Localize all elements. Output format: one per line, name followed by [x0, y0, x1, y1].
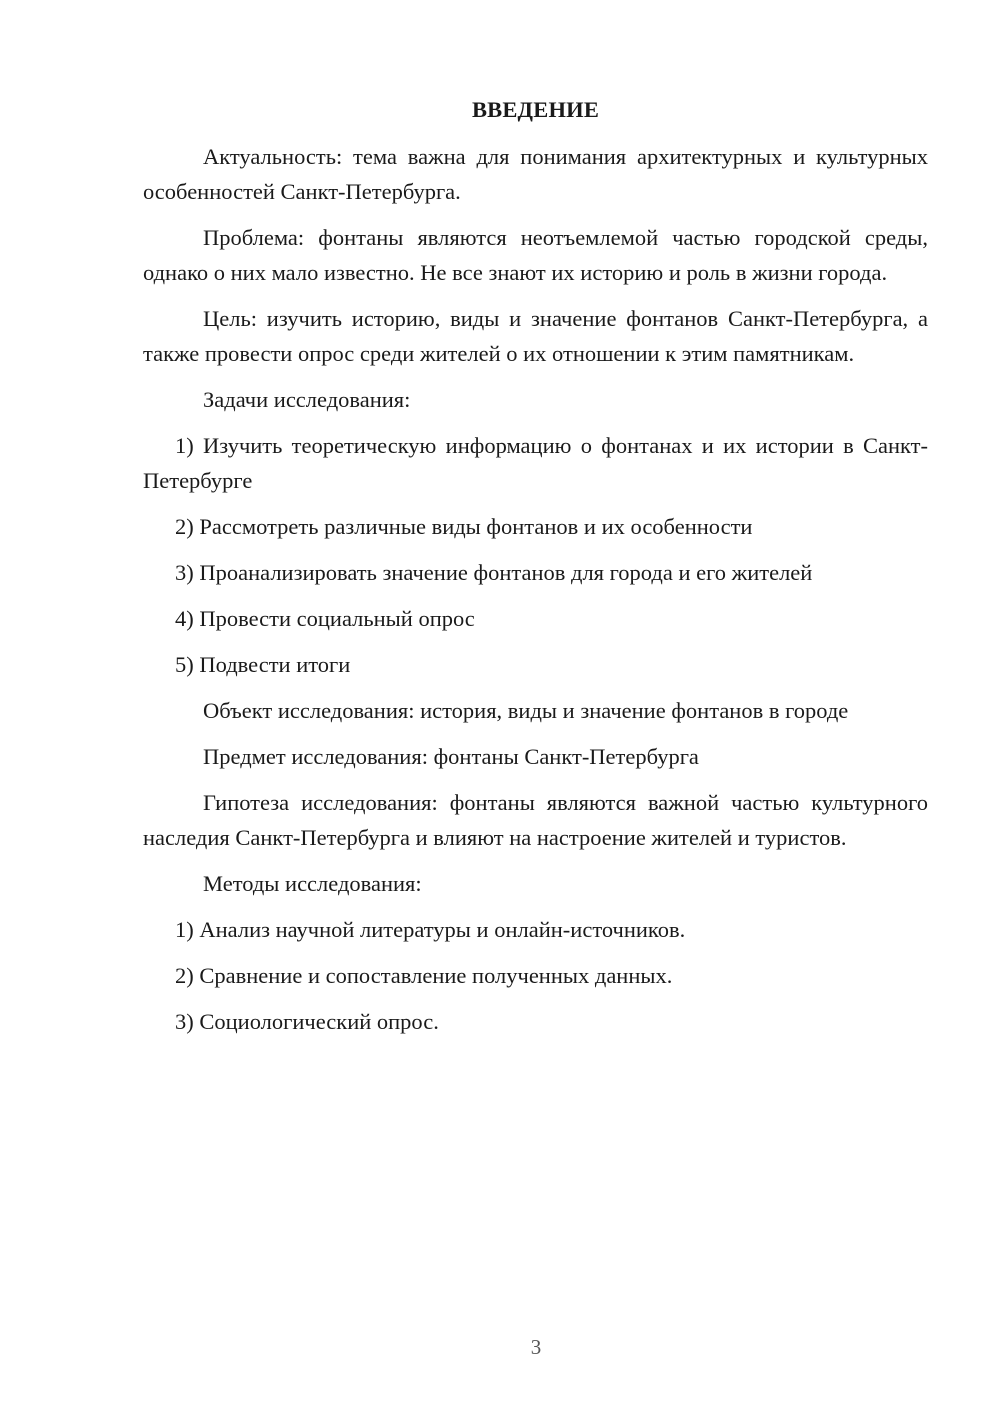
paragraph-tasks-heading: Задачи исследования: — [203, 387, 411, 412]
paragraph-hypothesis: Гипотеза исследования: фонтаны являются важной частью культурного наследия Санкт-Петербурга и влияют на настроение жителей и туристов. — [143, 790, 928, 850]
task-item-1: 1) Изучить теоретическую информацию о фонтанах и их истории в Санкт-Петербурге — [143, 433, 928, 493]
task-item-2: 2) Рассмотреть различные виды фонтанов и их особенности — [175, 514, 753, 539]
task-item-5: 5) Подвести итоги — [175, 652, 351, 677]
paragraph-object: Объект исследования: история, виды и значение фонтанов в городе — [203, 698, 849, 723]
document-title: ВВЕДЕНИЕ — [471, 97, 600, 122]
method-item-3: 3) Социологический опрос. — [175, 1009, 439, 1034]
paragraph-methods-heading: Методы исследования: — [203, 871, 422, 896]
paragraph-relevance: Актуальность: тема важна для понимания архитектурных и культурных особенностей Санкт-Петербурга. — [143, 144, 928, 204]
document-page — [143, 92, 928, 1050]
method-item-2: 2) Сравнение и сопоставление полученных данных. — [175, 963, 673, 988]
page-number: 3 — [530, 1335, 542, 1359]
paragraph-subject: Предмет исследования: фонтаны Санкт-Петербурга — [203, 744, 699, 769]
task-item-4: 4) Провести социальный опрос — [175, 606, 475, 631]
task-item-3: 3) Проанализировать значение фонтанов для города и его жителей — [175, 560, 813, 585]
paragraph-problem: Проблема: фонтаны являются неотъемлемой частью городской среды, однако о них мало известно. Не все знают их историю и роль в жизни города. — [143, 225, 928, 285]
paragraph-goal: Цель: изучить историю, виды и значение фонтанов Санкт-Петербурга, а также провести опрос среди жителей о их отношении к этим памятникам. — [143, 306, 928, 366]
method-item-1: 1) Анализ научной литературы и онлайн-источников. — [175, 917, 686, 942]
